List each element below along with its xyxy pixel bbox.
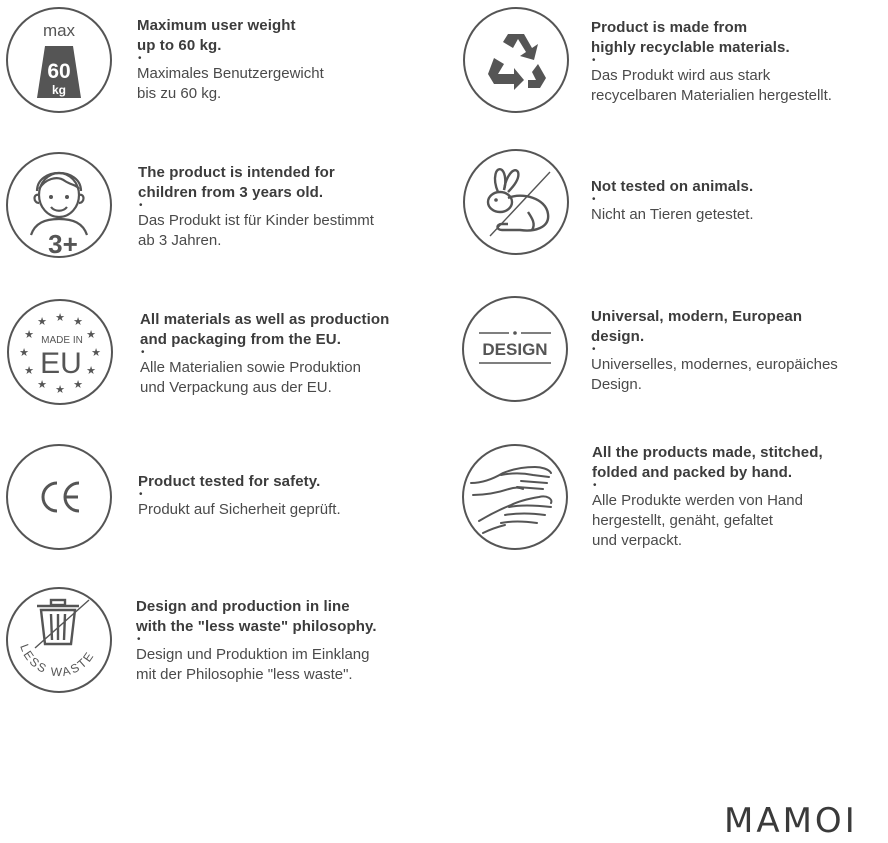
design-icon — [461, 295, 569, 403]
made-in-label: MADE IN — [41, 335, 83, 346]
feature-text-de: Design und Produktion im Einklang mit der Philosophie "less waste". — [136, 646, 370, 683]
svg-text:★: ★ — [73, 378, 83, 391]
svg-text:★: ★ — [37, 315, 47, 328]
svg-text:★: ★ — [19, 346, 29, 359]
bullet: • — [593, 480, 597, 491]
brand-wordmark: MAMOI — [724, 801, 858, 838]
weight-value: 60 — [47, 60, 71, 83]
feature-text-de: Maximales Benutzergewicht bis zu 60 kg. — [137, 65, 324, 102]
bullet: • — [139, 200, 143, 211]
eu-label: EU — [40, 347, 82, 380]
age-label: 3+ — [48, 229, 78, 259]
max-weight-icon — [5, 6, 113, 114]
feature-title-en: Design and production in line with the "less waste" philosophy. — [136, 598, 377, 635]
svg-text:★: ★ — [86, 328, 96, 341]
made-in-eu-icon — [6, 298, 114, 406]
feature-title-en: Universal, modern, European design. — [591, 308, 803, 345]
handmade-hands-icon — [461, 443, 569, 551]
feature-text-de: Das Produkt wird aus stark recycelbaren Materialien hergestellt. — [591, 67, 832, 104]
child-face-icon — [5, 151, 113, 259]
feature-title-en: The product is intended for children from 3 years old. — [138, 164, 335, 201]
feature-text-de: Alle Produkte werden von Hand hergestellt, genäht, gefaltet und verpackt. — [592, 492, 803, 549]
svg-text:★: ★ — [55, 383, 65, 396]
svg-text:★: ★ — [86, 364, 96, 377]
feature-text-de: Alle Materialien sowie Produktion und Verpackung aus der EU. — [140, 359, 361, 396]
bullet: • — [141, 347, 145, 358]
svg-text:★: ★ — [24, 328, 34, 341]
design-label: DESIGN — [482, 340, 548, 359]
svg-text:★: ★ — [73, 315, 83, 328]
bullet: • — [592, 194, 596, 205]
svg-text:★: ★ — [24, 364, 34, 377]
max-label: max — [42, 21, 76, 40]
feature-title-en: Not tested on animals. — [591, 178, 754, 195]
weight-unit: kg — [51, 83, 67, 97]
svg-text:★: ★ — [37, 378, 47, 391]
bullet: • — [138, 53, 142, 64]
bullet: • — [137, 634, 141, 645]
less-waste-bin-icon — [5, 586, 113, 694]
feature-text-de: Das Produkt ist für Kinder bestimmt ab 3 Jahren. — [138, 212, 374, 249]
ce-label: CE — [58, 547, 60, 548]
svg-text:★: ★ — [91, 346, 101, 359]
bullet: • — [592, 344, 596, 355]
feature-text-de: Universelles, modernes, europäiches Design. — [591, 356, 838, 393]
recycle-icon — [462, 6, 570, 114]
feature-text-de: Nicht an Tieren getestet. — [591, 206, 754, 223]
less-waste-label: LESS WASTE — [17, 642, 98, 680]
brand-logo — [722, 796, 882, 838]
feature-title-en: Maximum user weight up to 60 kg. — [137, 17, 296, 54]
svg-text:★: ★ — [55, 311, 65, 324]
feature-title-en: All the products made, stitched, folded and packed by hand. — [592, 444, 823, 481]
bullet: • — [139, 489, 143, 500]
feature-title-en: Product is made from highly recyclable materials. — [591, 19, 790, 56]
svg-text:LESS WASTE — [17, 642, 97, 679]
feature-title-en: Product tested for safety. — [138, 473, 321, 490]
bullet: • — [592, 55, 596, 66]
no-animal-testing-rabbit-icon — [462, 148, 570, 256]
feature-text-de: Produkt auf Sicherheit geprüft. — [138, 501, 341, 518]
feature-title-en: All materials as well as production and packaging from the EU. — [140, 311, 390, 348]
ce-mark-icon — [5, 443, 113, 551]
